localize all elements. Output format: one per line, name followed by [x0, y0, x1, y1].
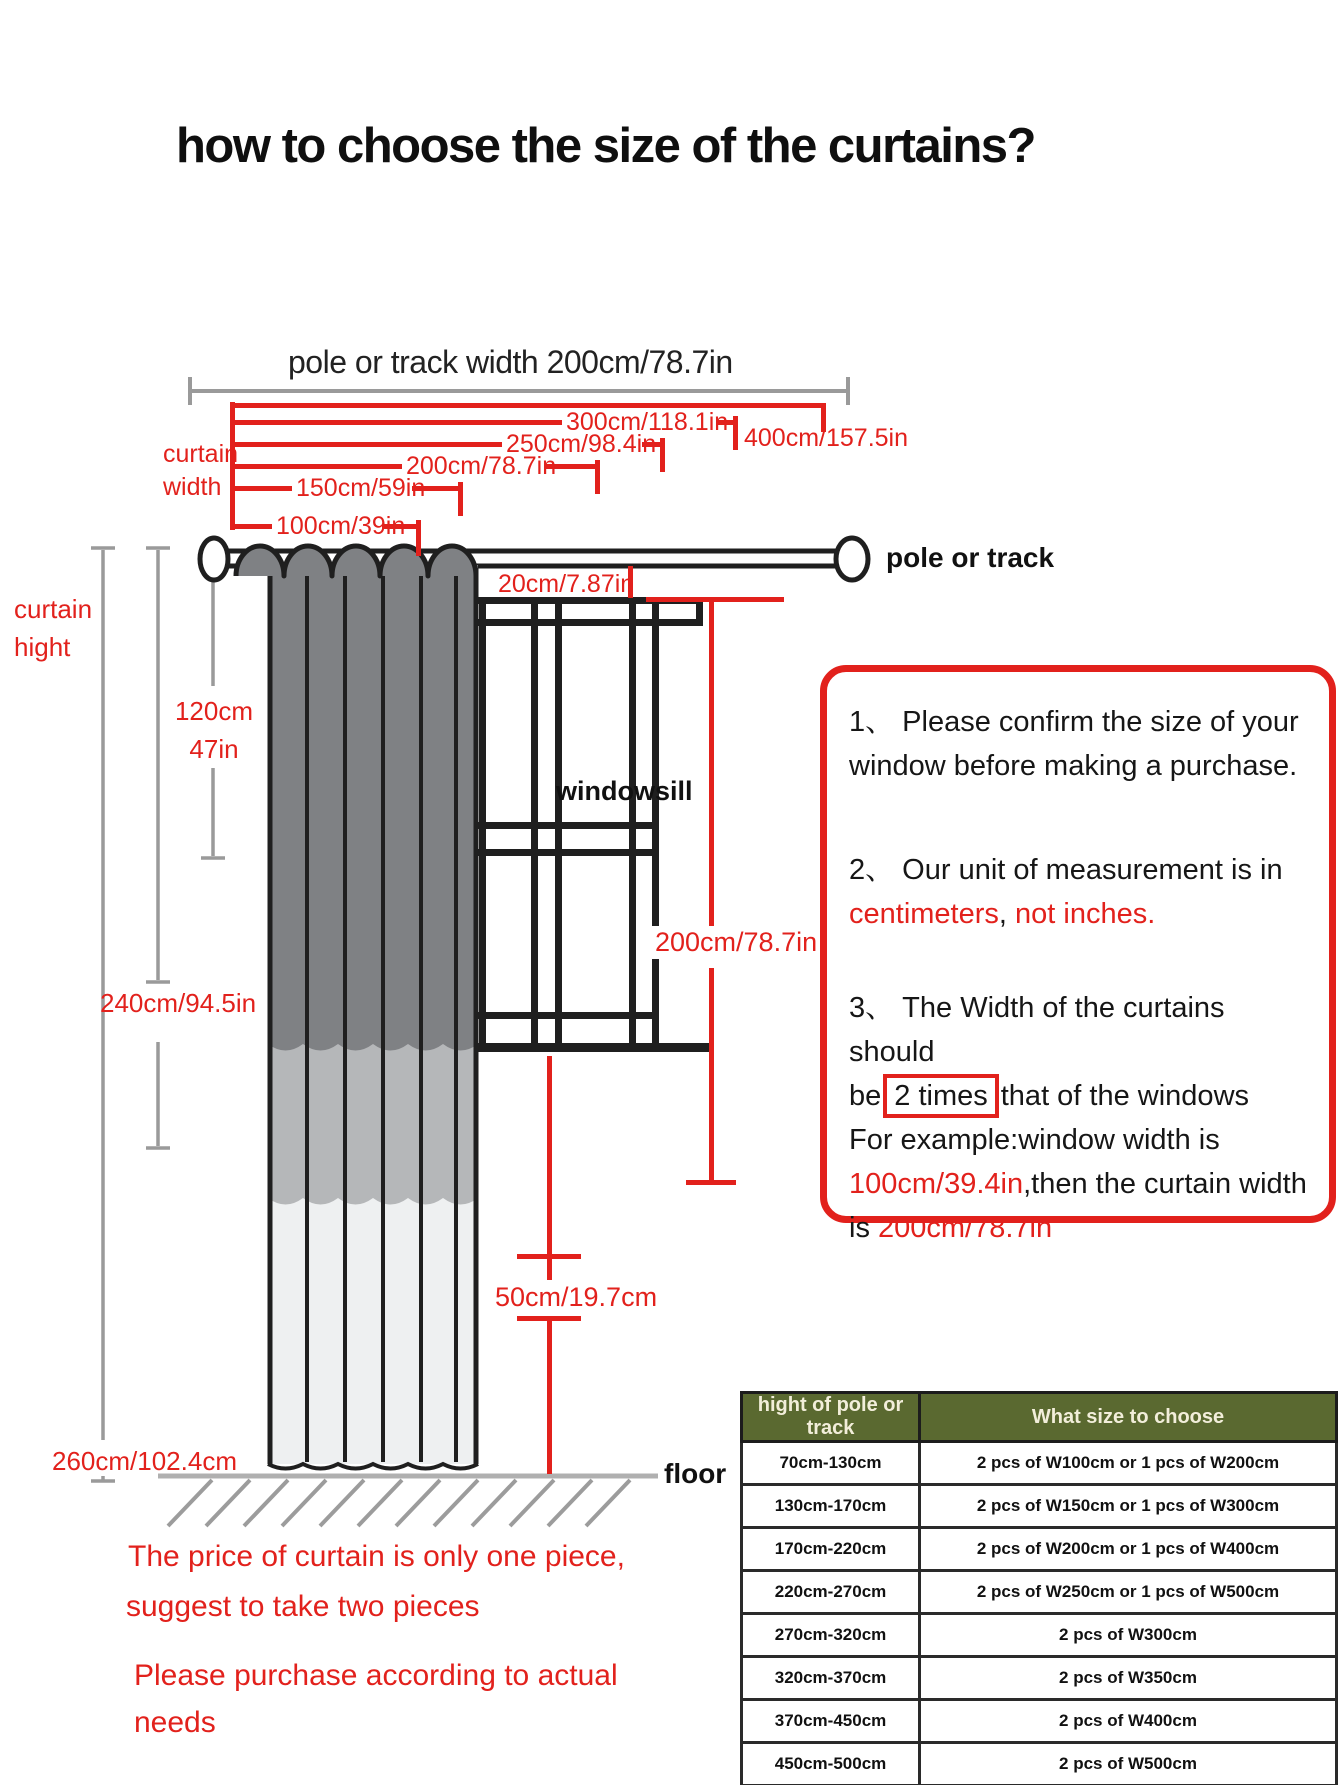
purchase-note: Please purchase according to actual needs [134, 1659, 618, 1739]
instructions-box [820, 665, 1336, 1244]
price-note-line1: The price of curtain is only one piece, [128, 1540, 625, 1573]
page-title: how to choose the size of the curtains? [176, 119, 1035, 173]
width-line-200 [232, 464, 402, 469]
size-table-cell: 370cm-450cm [742, 1700, 920, 1743]
width-label-400: 400cm/157.5in [744, 424, 909, 452]
curtain-header [236, 546, 476, 576]
note-1: 1、 Please confirm the size of your window before making a purchase. [849, 706, 1299, 782]
size-table-header-choice: What size to choose [920, 1393, 1337, 1442]
floor-drawing [158, 1476, 658, 1526]
below-tick-top [517, 1254, 581, 1259]
width-label-250: 250cm/98.4in [506, 430, 657, 458]
gap-20cm-label: 20cm/7.87in [498, 570, 635, 598]
window-height-line-lower [709, 968, 714, 1180]
height-label-240: 240cm/94.5in [100, 988, 257, 1018]
floor-label: floor [664, 1458, 727, 1489]
size-table-cell: 220cm-270cm [742, 1571, 920, 1614]
size-table-cell: 70cm-130cm [742, 1442, 920, 1485]
width-tick-200 [595, 460, 600, 494]
curtain-drawing [236, 546, 478, 1469]
width-tick-300 [733, 416, 738, 450]
windowsill-label: windowsill [556, 776, 693, 806]
size-table-row [742, 1614, 1337, 1657]
below-line-upper [547, 1056, 552, 1280]
size-table-row [742, 1700, 1337, 1743]
window-height-line-upper [709, 602, 714, 926]
width-label-100: 100cm/39in [276, 512, 406, 540]
curtain-hem [268, 1464, 478, 1469]
pole-or-track-label: pole or track [886, 542, 1055, 573]
pole-width-label: pole or track width 200cm/78.7in [288, 344, 733, 380]
size-table-cell: 2 pcs of W100cm or 1 pcs of W200cm [920, 1442, 1337, 1485]
window-top-red-line [646, 597, 784, 602]
size-table-cell: 170cm-220cm [742, 1528, 920, 1571]
pole-finial-left [200, 538, 228, 580]
size-table-row [742, 1485, 1337, 1528]
size-table-row [742, 1743, 1337, 1785]
width-label-300: 300cm/118.1in [566, 408, 729, 436]
price-note-line2: suggest to take two pieces [126, 1590, 480, 1623]
width-line-150 [232, 486, 292, 491]
size-table-cell: 2 pcs of W250cm or 1 pcs of W500cm [920, 1571, 1337, 1614]
size-table-cell: 450cm-500cm [742, 1743, 920, 1785]
window-height-end-tick [686, 1180, 736, 1185]
size-table-row [742, 1657, 1337, 1700]
width-line-400 [232, 403, 824, 408]
curtain-width-caption: curtain width [163, 440, 239, 501]
size-table-cell: 2 pcs of W300cm [920, 1614, 1337, 1657]
note-3: 3、 The Width of the curtains should be 2 times that of the windows For example:window width is 100cm/39.4in,then the curtain width is 200cm/78.7in [849, 992, 1307, 1244]
size-table-cell: 320cm-370cm [742, 1657, 920, 1700]
below-line-lower [547, 1318, 552, 1474]
height-label-260: 260cm/102.4cm [52, 1446, 237, 1476]
width-line-100 [232, 524, 272, 529]
size-table-header-height: hight of pole or track [742, 1393, 920, 1442]
size-table [740, 1391, 1338, 1785]
curtain-height-caption: curtain hight [14, 594, 93, 662]
size-table-row [742, 1528, 1337, 1571]
two-times-highlight: 2 times [883, 1074, 998, 1118]
window-height-label: 200cm/78.7in [652, 926, 820, 959]
pole-finial-right [836, 538, 868, 580]
height-label-120: 120cm 47in [174, 696, 254, 764]
size-table-row [742, 1571, 1337, 1614]
note-2: 2、 Our unit of measurement is in centimeters, not inches. [849, 854, 1283, 930]
width-line-250 [232, 442, 502, 447]
width-label-200: 200cm/78.7in [406, 452, 557, 480]
size-table-cell: 2 pcs of W400cm [920, 1700, 1337, 1743]
size-table-cell: 2 pcs of W200cm or 1 pcs of W400cm [920, 1528, 1337, 1571]
size-table-cell: 2 pcs of W150cm or 1 pcs of W300cm [920, 1485, 1337, 1528]
size-table-cell: 270cm-320cm [742, 1614, 920, 1657]
width-tick-250 [660, 438, 665, 472]
width-tick-150 [458, 482, 463, 516]
below-50cm-label: 50cm/19.7cm [495, 1282, 658, 1312]
width-tick-100 [416, 520, 421, 556]
size-table-row [742, 1442, 1337, 1485]
size-table-cell: 130cm-170cm [742, 1485, 920, 1528]
pole-width-bracket [190, 377, 848, 405]
size-table-cell: 2 pcs of W350cm [920, 1657, 1337, 1700]
size-table-cell: 2 pcs of W500cm [920, 1743, 1337, 1785]
width-line-300 [232, 420, 562, 425]
width-label-150: 150cm/59in [296, 474, 426, 502]
size-table-header-row [742, 1393, 1337, 1442]
